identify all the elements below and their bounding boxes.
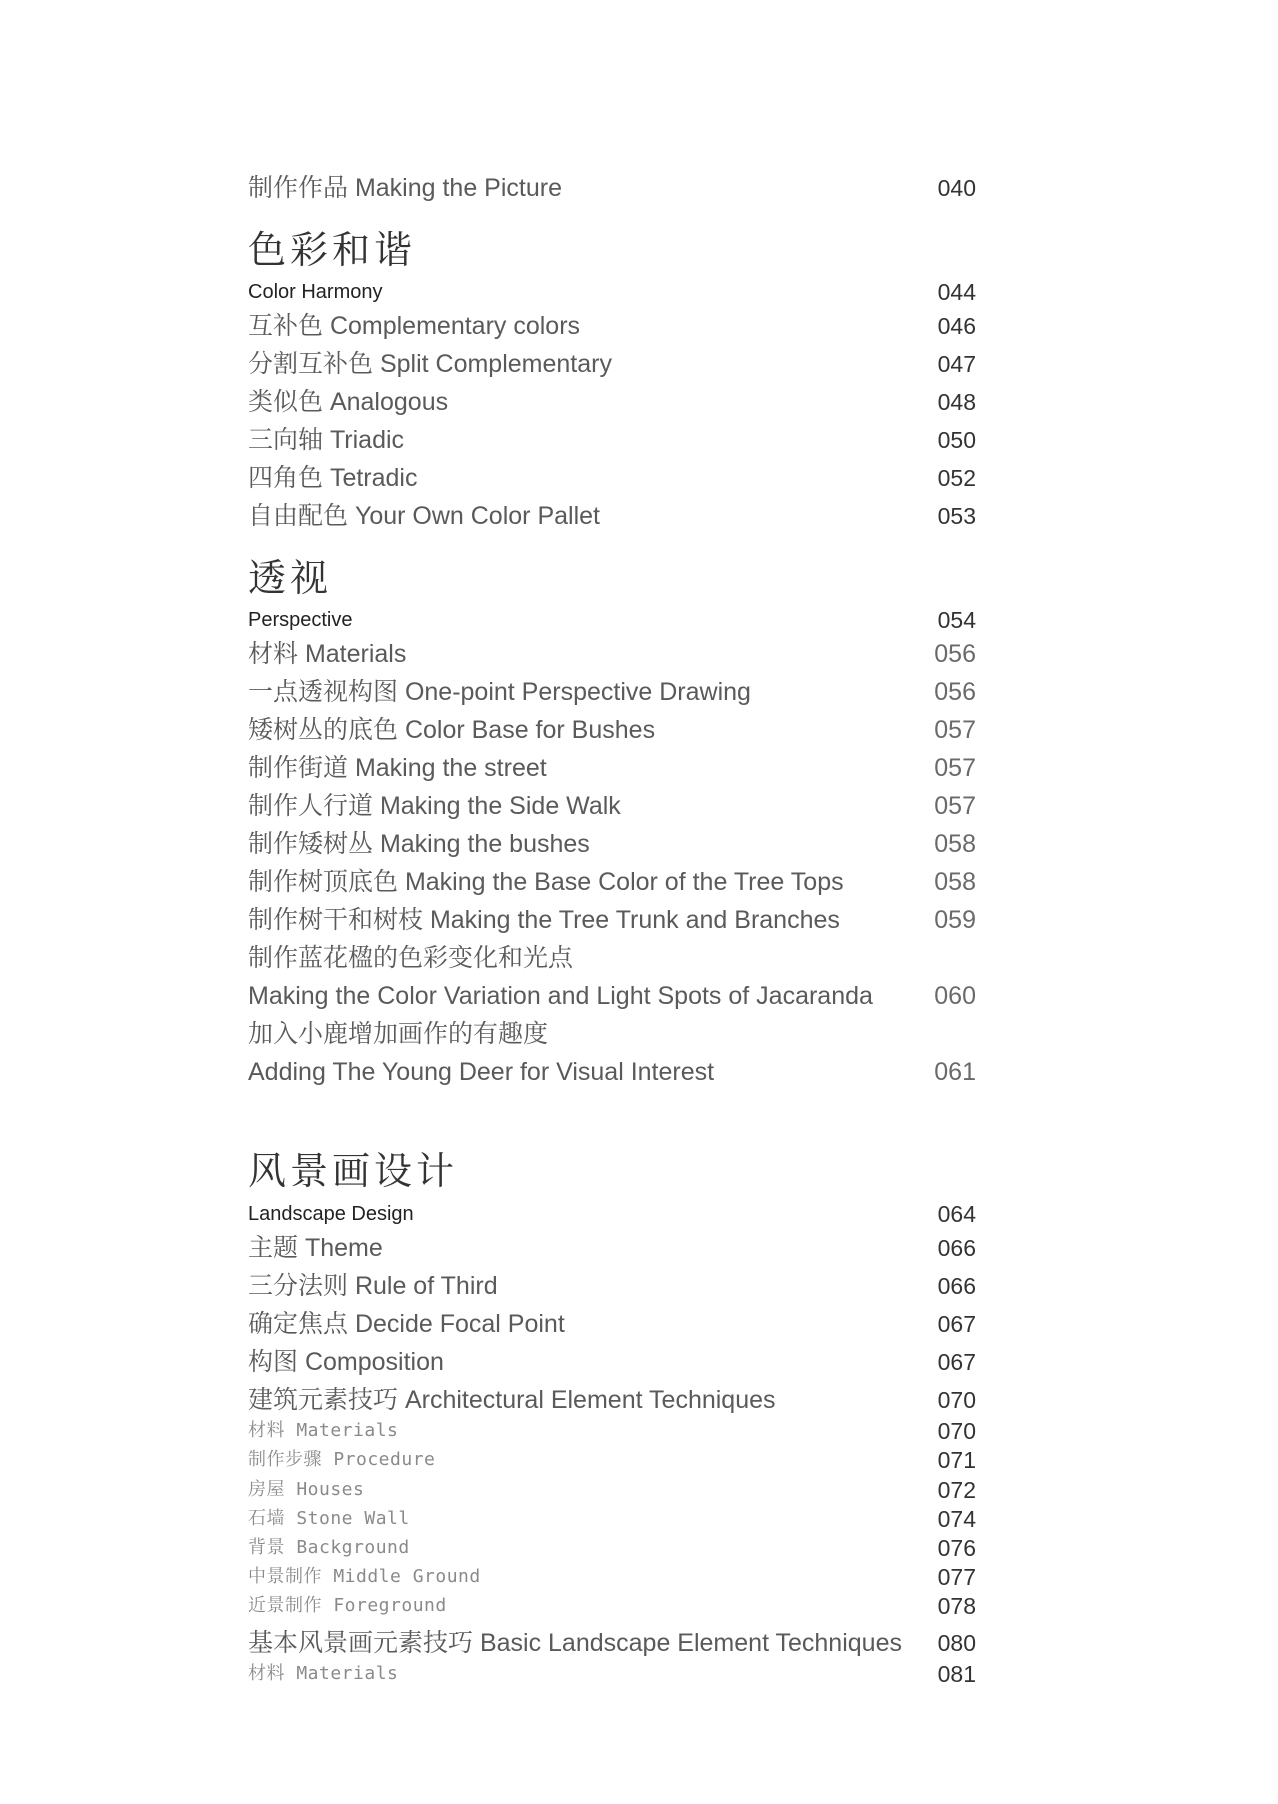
toc-entry[interactable] xyxy=(248,1307,976,1341)
toc-entry[interactable] xyxy=(248,171,976,205)
toc-sub-entry[interactable] xyxy=(248,1505,976,1533)
toc-entry-page: 052 xyxy=(937,465,976,491)
toc-entry-page: 060 xyxy=(934,982,976,1010)
section-subtitle[interactable] xyxy=(248,277,976,307)
toc-sub-entry-page: 072 xyxy=(937,1477,976,1503)
toc-entry[interactable] xyxy=(248,903,976,937)
toc-entry[interactable] xyxy=(248,1345,976,1379)
toc-sub-entry[interactable] xyxy=(248,1417,976,1445)
toc-entry-label: 制作街道 Making the street xyxy=(248,754,547,782)
toc-entry-page: 046 xyxy=(937,313,976,339)
toc-entry[interactable] xyxy=(248,347,976,381)
toc-entry-page: 056 xyxy=(934,678,976,706)
toc-entry-label: 建筑元素技巧 Architectural Element Techniques xyxy=(248,1386,776,1414)
toc-sub-entry-page: 081 xyxy=(937,1661,976,1687)
toc-entry-page: 057 xyxy=(934,716,976,744)
toc-entry-page: 066 xyxy=(937,1273,976,1299)
toc-sub-entry[interactable] xyxy=(248,1563,976,1591)
toc-sub-entry-label: 制作步骤 Procedure xyxy=(248,1449,436,1470)
toc-entry-page: 057 xyxy=(934,792,976,820)
toc-entry[interactable] xyxy=(248,713,976,747)
toc-entry[interactable] xyxy=(248,751,976,785)
toc-sub-entry[interactable] xyxy=(248,1446,976,1474)
toc-entry[interactable] xyxy=(248,1383,976,1417)
toc-entry[interactable] xyxy=(248,827,976,861)
toc-entry[interactable] xyxy=(248,1626,976,1660)
toc-sub-entry-label: 材料 Materials xyxy=(248,1663,399,1684)
toc-entry-label: 材料 Materials xyxy=(248,640,407,668)
toc-sub-entry-label: 中景制作 Middle Ground xyxy=(248,1566,481,1587)
toc-entry[interactable] xyxy=(248,1055,976,1089)
section-subtitle[interactable] xyxy=(248,1199,976,1229)
section-title-landscape-design: 风景画设计 xyxy=(248,1149,459,1193)
toc-entry-page: 040 xyxy=(937,175,976,201)
toc-entry[interactable] xyxy=(248,979,976,1013)
toc-sub-entry-page: 074 xyxy=(937,1506,976,1532)
section-subtitle-page: 064 xyxy=(937,1201,976,1227)
toc-entry-label: 一点透视构图 One-point Perspective Drawing xyxy=(248,678,751,706)
toc-sub-entry-label: 近景制作 Foreground xyxy=(248,1595,447,1616)
toc-entry-label: 制作作品 Making the Picture xyxy=(248,174,562,202)
toc-sub-entry[interactable] xyxy=(248,1476,976,1504)
toc-sub-entry-page: 070 xyxy=(937,1418,976,1444)
toc-entry-label: 基本风景画元素技巧 Basic Landscape Element Techniques xyxy=(248,1629,902,1657)
toc-entry-label: 三向轴 Triadic xyxy=(248,426,405,454)
toc-sub-entry-label: 石墙 Stone Wall xyxy=(248,1508,410,1529)
section-subtitle-label: Landscape Design xyxy=(248,1203,414,1225)
toc-entry-label: 矮树丛的底色 Color Base for Bushes xyxy=(248,716,656,744)
toc-entry-label: 制作树干和树枝 Making the Tree Trunk and Branches xyxy=(248,906,840,934)
toc-sub-entry-label: 材料 Materials xyxy=(248,1420,399,1441)
toc-entry-page: 057 xyxy=(934,754,976,782)
toc-entry-page: 050 xyxy=(937,427,976,453)
toc-entry-page: 067 xyxy=(937,1311,976,1337)
toc-entry[interactable] xyxy=(248,1231,976,1265)
toc-sub-entry[interactable] xyxy=(248,1660,976,1688)
toc-entry-page: 053 xyxy=(937,503,976,529)
toc-entry-page: 061 xyxy=(934,1058,976,1086)
toc-entry-page: 056 xyxy=(934,640,976,668)
toc-sub-entry[interactable] xyxy=(248,1592,976,1620)
toc-entry[interactable] xyxy=(248,461,976,495)
toc-entry-page: 058 xyxy=(934,830,976,858)
toc-entry[interactable] xyxy=(248,423,976,457)
section-subtitle-page: 044 xyxy=(937,279,976,305)
toc-entry[interactable] xyxy=(248,1269,976,1303)
section-subtitle[interactable] xyxy=(248,605,976,635)
section-subtitle-label: Perspective xyxy=(248,609,353,631)
toc-sub-entry-label: 房屋 Houses xyxy=(248,1479,365,1500)
toc-entry-label: Making the Color Variation and Light Spots of Jacaranda xyxy=(248,982,873,1010)
toc-sub-entry-page: 071 xyxy=(937,1447,976,1473)
toc-entry-page: 058 xyxy=(934,868,976,896)
toc-entry-label: 四角色 Tetradic xyxy=(248,464,418,492)
toc-entry[interactable] xyxy=(248,1017,976,1051)
toc-sub-entry[interactable] xyxy=(248,1534,976,1562)
toc-entry-label: 互补色 Complementary colors xyxy=(248,312,581,340)
toc-entry-page: 080 xyxy=(937,1630,976,1656)
toc-entry-label: 制作矮树丛 Making the bushes xyxy=(248,830,590,858)
toc-entry-page: 067 xyxy=(937,1349,976,1375)
toc-entry-label: 构图 Composition xyxy=(248,1348,444,1376)
toc-entry-page: 066 xyxy=(937,1235,976,1261)
toc-entry-page: 048 xyxy=(937,389,976,415)
toc-entry-page: 047 xyxy=(937,351,976,377)
toc-entry[interactable] xyxy=(248,865,976,899)
toc-entry[interactable] xyxy=(248,309,976,343)
toc-sub-entry-page: 078 xyxy=(937,1593,976,1619)
toc-entry-label: 三分法则 Rule of Third xyxy=(248,1272,498,1300)
toc-entry[interactable] xyxy=(248,789,976,823)
toc-entry[interactable] xyxy=(248,941,976,975)
toc-sub-entry-page: 076 xyxy=(937,1535,976,1561)
section-subtitle-label: Color Harmony xyxy=(248,281,383,303)
section-subtitle-page: 054 xyxy=(937,607,976,633)
toc-entry-label: 主题 Theme xyxy=(248,1234,383,1262)
toc-entry-label: 类似色 Analogous xyxy=(248,388,449,416)
toc-entry-label: 确定焦点 Decide Focal Point xyxy=(248,1310,565,1338)
toc-entry-label: 制作蓝花楹的色彩变化和光点 xyxy=(248,944,574,972)
section-title-color-harmony: 色彩和谐 xyxy=(248,228,417,272)
toc-entry-label: 分割互补色 Split Complementary xyxy=(248,350,612,378)
toc-entry[interactable] xyxy=(248,637,976,671)
toc-entry[interactable] xyxy=(248,385,976,419)
toc-entry[interactable] xyxy=(248,675,976,709)
toc-entry-label: 制作人行道 Making the Side Walk xyxy=(248,792,621,820)
toc-sub-entry-page: 077 xyxy=(937,1564,976,1590)
toc-entry-label: 加入小鹿增加画作的有趣度 xyxy=(248,1020,549,1048)
toc-entry[interactable] xyxy=(248,499,976,533)
section-title-perspective: 透视 xyxy=(248,556,333,600)
toc-sub-entry-label: 背景 Background xyxy=(248,1537,410,1558)
toc-entry-label: Adding The Young Deer for Visual Interest xyxy=(248,1058,715,1086)
toc-entry-page: 070 xyxy=(937,1387,976,1413)
toc-entry-label: 自由配色 Your Own Color Pallet xyxy=(248,502,600,530)
toc-entry-label: 制作树顶底色 Making the Base Color of the Tree Tops xyxy=(248,868,844,896)
toc-entry-page: 059 xyxy=(934,906,976,934)
